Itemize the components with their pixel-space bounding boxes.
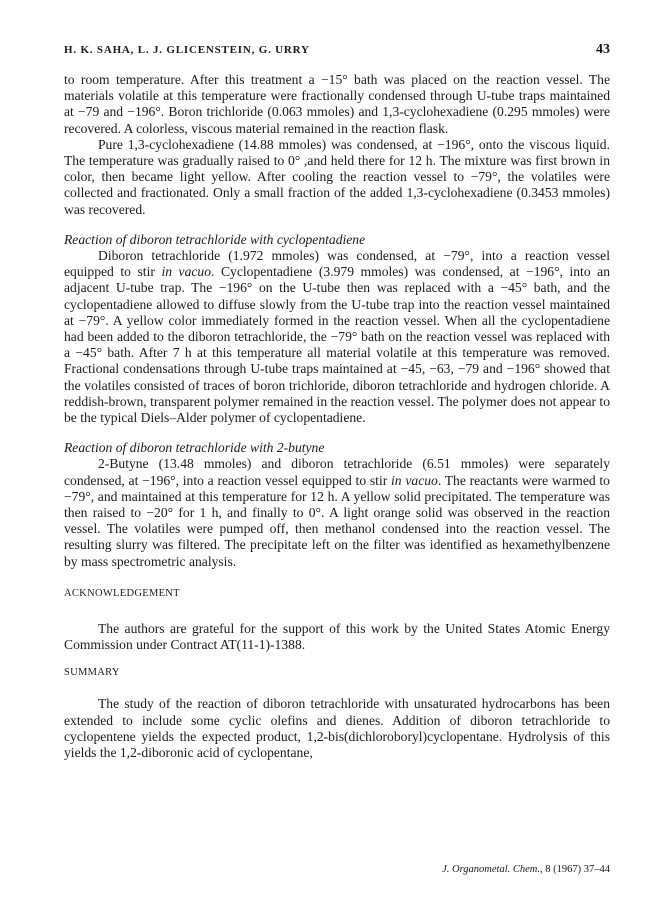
- paragraph-continued: to room temperature. After this treatment a −15° bath was placed on the reaction vessel. The materials volatile at this temperature were fractionally condensed through U-tube traps maintained at −79 and −196°. Boron trichloride (0.063 mmoles) and 1,3-cyclohexadiene (0.295 mmoles) were recovered. A colorless, viscous material remained in the reaction flask.: [64, 72, 610, 136]
- summary-text: The study of the reaction of diboron tetrachloride with unsaturated hydrocarbons has been extended to include some cyclic olefins and dienes. Addition of diboron tetrachloride to cyclopentene yields the expected product, 1,2-bis(dichloroboryl)cyclopentane. Hydrolysis of this yields the 1,2-diboronic acid of cyclopentane,: [64, 696, 610, 760]
- summary-heading: SUMMARY: [64, 667, 120, 679]
- paragraph-cyclopentadiene: [64, 248, 610, 426]
- running-header-authors: H. K. SAHA, L. J. GLICENSTEIN, G. URRY: [64, 44, 310, 56]
- text-segment: . The reactants were warmed to −79°, and maintained at this temperature for 12 h. A yellow solid precipitated. The temperature was then raised to −20° for 1 h, and finally to 0°. A light orange solid was observed in the reaction vessel. The volatiles were pumped off, then methanol condensed into the reaction vessel. The resulting slurry was filtered. The precipitate left on the filter was identified as hexamethylbenzene by mass spectrometric analysis.: [64, 472, 610, 569]
- subheading-butyne: Reaction of diboron tetrachloride with 2-butyne: [64, 440, 325, 456]
- paragraph-cyclohexadiene: Pure 1,3-cyclohexadiene (14.88 mmoles) was condensed, at −196°, onto the viscous liquid. The temperature was gradually raised to 0° ,and held there for 12 h. The mixture was first brown in color, then became light yellow. After cooling the reaction vessel to −79°, the volatiles were collected and fractionated. Only a small fraction of the added 1,3-cyclohexadiene (0.3453 mmoles) was recovered.: [64, 136, 610, 217]
- journal-volume: , 8 (1967) 37–44: [540, 864, 610, 875]
- page-number: 43: [596, 42, 610, 57]
- italic-term: in vacuo: [161, 264, 212, 280]
- text-segment: . Cyclopentadiene (3.979 mmoles) was condensed, at −196°, into an adjacent U-tube trap. The −196° on the U-tube then was replaced with a −45° bath, and the cyclopentadiene allowed to diffuse slowly from the U-tube trap into the reaction vessel maintained at −79°. A yellow color immediately formed in the reaction vessel. When all the cyclopentadiene had been added to the diboron tetrachloride, the −79° bath on the reaction vessel was replaced with a −45° bath. After 7 h at this temperature all material volatile at this temperature was removed. Fractional condensations through U-tube traps maintained at −45, −63, −79 and −196° showed that the volatiles consisted of traces of boron trichloride, diboron tetrachloride and hydrogen chloride. A reddish-brown, transparent polymer remained in the reaction vessel. The polymer does not appear to be the typical Diels–Alder polymer of cyclopentadiene.: [64, 264, 611, 426]
- running-header: [64, 42, 610, 58]
- text-segment: 2-Butyne (13.48 mmoles) and diboron tetrachloride (6.51 mmoles) were separately condensed, at −196°, into a reaction vessel equipped to stir: [64, 456, 610, 488]
- italic-term: in vacuo: [391, 472, 438, 488]
- text-segment: Diboron tetrachloride (1.972 mmoles) was condensed, at −79°, into a reaction vessel equipped to stir: [64, 248, 610, 280]
- journal-name: J. Organometal. Chem.: [442, 864, 540, 875]
- subheading-cyclopentadiene: Reaction of diboron tetrachloride with cyclopentadiene: [64, 231, 366, 247]
- paragraph-butyne: [64, 456, 610, 569]
- acknowledgement-heading: ACKNOWLEDGEMENT: [64, 587, 180, 599]
- journal-citation: [442, 864, 610, 875]
- acknowledgement-text: The authors are grateful for the support of this work by the United States Atomic Energy Commission under Contract AT(11-1)-1388.: [64, 620, 610, 653]
